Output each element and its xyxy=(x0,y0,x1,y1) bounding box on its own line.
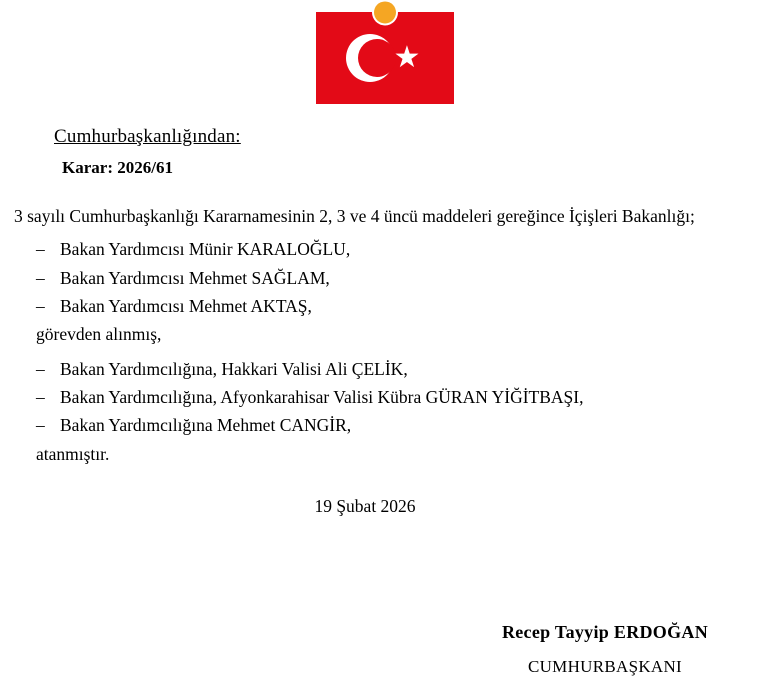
dismissed-closing: görevden alınmış, xyxy=(36,324,162,345)
signature-title: CUMHURBAŞKANI xyxy=(527,657,683,676)
document-date: 19 Şubat 2026 xyxy=(314,496,416,517)
dash-marker: – xyxy=(36,239,45,260)
list-item-label: Bakan Yardımcısı Mehmet SAĞLAM, xyxy=(60,267,330,288)
page-title: Cumhurbaşkanlığından: xyxy=(54,126,241,147)
dash-marker: – xyxy=(36,267,45,288)
dash-marker: – xyxy=(36,415,45,436)
list-item-label: Bakan Yardımcılığına, Afyonkarahisar Valisi Kübra GÜRAN YİĞİTBAŞI, xyxy=(60,387,584,408)
star-icon: ★ xyxy=(393,40,421,75)
dismissed-list xyxy=(36,235,756,320)
list-item xyxy=(36,383,756,411)
appointed-list xyxy=(36,355,756,440)
dash-marker: – xyxy=(36,387,45,408)
list-item-label: Bakan Yardımcısı Mehmet AKTAŞ, xyxy=(60,296,312,317)
signature-block xyxy=(502,622,708,677)
dash-marker: – xyxy=(36,296,45,317)
list-item xyxy=(36,235,756,263)
document-content xyxy=(0,126,770,517)
sun-icon xyxy=(374,1,396,23)
signature-name: Recep Tayyip ERDOĞAN xyxy=(501,622,708,642)
crescent-inner-icon xyxy=(358,39,396,77)
list-item xyxy=(36,292,756,320)
appointed-closing: atanmıştır. xyxy=(36,443,110,464)
list-item-label: Bakan Yardımcısı Münir KARALOĞLU, xyxy=(60,239,351,260)
turkish-flag xyxy=(316,12,454,104)
list-item xyxy=(36,264,756,292)
list-item xyxy=(36,411,756,439)
list-item-label: Bakan Yardımcılığına, Hakkari Valisi Ali ÇELİK, xyxy=(60,358,408,379)
dash-marker: – xyxy=(36,358,45,379)
flag-container xyxy=(0,0,770,104)
list-item xyxy=(36,355,756,383)
intro-paragraph: 3 sayılı Cumhurbaşkanlığı Kararnamesinin 2, 3 ve 4 üncü maddeleri gereğince İçişleri Bakanlığı; xyxy=(14,206,695,226)
decision-number: Karar: 2026/61 xyxy=(62,158,173,177)
list-item-label: Bakan Yardımcılığına Mehmet CANGİR, xyxy=(60,415,352,436)
